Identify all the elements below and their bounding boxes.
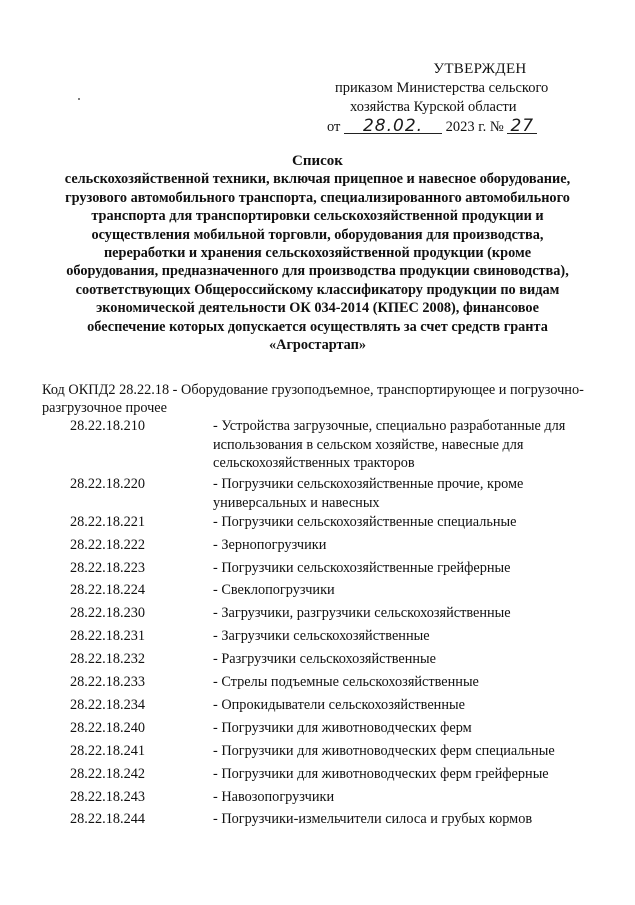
approval-line-2: хозяйства Курской области: [350, 99, 517, 115]
item-code: 28.22.18.222: [70, 537, 146, 553]
date-prefix: от: [327, 119, 341, 135]
item-description: - Загрузчики, разгрузчики сельскохозяйственные: [213, 605, 511, 621]
item-code: 28.22.18.243: [70, 789, 146, 805]
item-code: 28.22.18.221: [70, 514, 146, 530]
item-description: - Опрокидыватели сельскохозяйственные: [213, 697, 465, 713]
item-code: 28.22.18.232: [70, 651, 146, 667]
item-code: 28.22.18.241: [70, 743, 146, 759]
item-code: 28.22.18.233: [70, 674, 146, 690]
item-code: 28.22.18.210: [70, 418, 146, 434]
item-description: - Погрузчики для животноводческих ферм: [213, 720, 472, 736]
handwritten-date: 28.02.: [362, 116, 424, 136]
number-field: [507, 117, 537, 134]
item-code: 28.22.18.234: [70, 697, 146, 713]
item-code: 28.22.18.230: [70, 605, 146, 621]
approval-date-line: [315, 117, 615, 137]
item-description: - Навозопогрузчики: [213, 789, 335, 805]
item-description: - Стрелы подъемные сельскохозяйственные: [213, 674, 479, 690]
scan-speck: [78, 98, 80, 100]
item-description: - Погрузчики сельскохозяйственные грейферные: [213, 560, 511, 576]
item-code: 28.22.18.223: [70, 560, 146, 576]
document-title: [60, 152, 575, 354]
title-body: сельскохозяйственной техники, включая прицепное и навесное оборудование, грузового автомобильного транспорта, специализированного автомобильного транспорта для транспортировки сельскохозяйственной продукции и осуществления мобильной торговли, оборудования для производства, переработки и хранения сельскохозяйственной продукции (кроме оборудования, предназначенного для производства продукции свиноводства), соответствующих Общероссийскому классификатору продукции по видам экономической деятельности ОК 034-2014 (КПЕС 2008), финансовое обеспечение которых допускается осуществлять за счет средств гранта «Агростартап»: [64, 171, 571, 354]
item-description: - Свеклопогрузчики: [213, 582, 335, 598]
item-code: 28.22.18.244: [70, 811, 146, 827]
year-text: 2023 г. №: [445, 119, 504, 135]
item-description: - Устройства загрузочные, специально разработанные для использования в сельском хозяйстве, навесные для сельскохозяйственных тракторов: [213, 418, 566, 472]
item-description: - Погрузчики для животноводческих ферм специальные: [213, 743, 555, 759]
item-code: 28.22.18.220: [70, 476, 146, 492]
item-code: 28.22.18.242: [70, 766, 146, 782]
approval-heading: УТВЕРЖДЕН: [433, 61, 527, 77]
item-code: 28.22.18.231: [70, 628, 146, 644]
approval-stamp: [315, 60, 615, 137]
date-field: [344, 117, 442, 134]
item-description: - Погрузчики сельскохозяйственные специальные: [213, 514, 517, 530]
item-description: - Погрузчики сельскохозяйственные прочие, кроме универсальных и навесных: [213, 476, 524, 511]
item-description: - Погрузчики для животноводческих ферм грейферные: [213, 766, 549, 782]
item-description: - Загрузчики сельскохозяйственные: [213, 628, 430, 644]
item-description: - Разгрузчики сельскохозяйственные: [213, 651, 436, 667]
item-code: 28.22.18.240: [70, 720, 146, 736]
item-code: 28.22.18.224: [70, 582, 146, 598]
item-description: - Зернопогрузчики: [213, 537, 327, 553]
approval-line-1: приказом Министерства сельского: [335, 80, 549, 96]
okpd-header: Код ОКПД2 28.22.18 - Оборудование грузоподъемное, транспортирующее и погрузочно-разгрузочное прочее: [42, 382, 584, 416]
item-description: - Погрузчики-измельчители силоса и грубых кормов: [213, 811, 533, 827]
title-heading: Список: [292, 153, 343, 169]
handwritten-number: 27: [510, 116, 535, 136]
